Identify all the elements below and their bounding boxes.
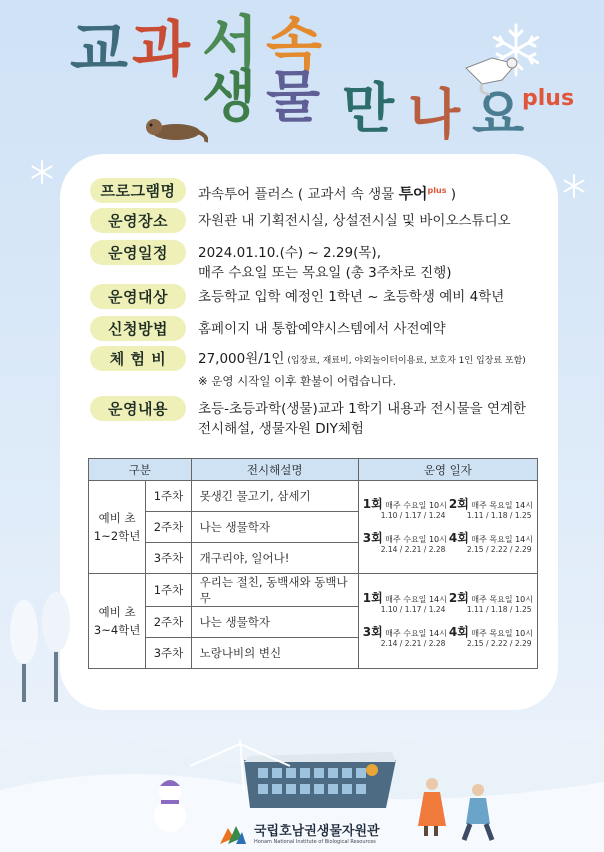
session-num: 1회 <box>362 591 383 605</box>
content-line1: 초등-초등과학(생물)교과 1학기 내용과 전시물을 연계한 <box>198 401 527 417</box>
title-char: 속 <box>266 11 321 79</box>
group-name: 예비 초 <box>98 511 136 525</box>
session-dates: 2.14 / 2.21 / 2.28 <box>380 639 446 648</box>
session-dates: 2.14 / 2.21 / 2.28 <box>380 545 446 554</box>
session-desc: 매주 수요일 10시 <box>385 501 447 510</box>
title-char: 요 <box>472 83 523 146</box>
session-num: 3회 <box>362 625 383 639</box>
snowflake-icon <box>562 174 586 198</box>
period-line1: 2024.01.10.(수) ~ 2.29(목), <box>198 245 381 261</box>
session-item <box>363 533 447 555</box>
session-dates: 1.10 / 1.17 / 1.24 <box>380 605 446 614</box>
info-value <box>198 396 526 439</box>
session-num: 4회 <box>448 625 469 639</box>
label-pill: 운영대상 <box>90 284 186 309</box>
program-name: 과속투어 플러스 ( 교과서 속 생물 <box>198 186 399 203</box>
poster-title <box>70 9 590 146</box>
title-char: 나 <box>408 83 459 146</box>
title-plus: plus <box>522 86 575 111</box>
org-name: 국립호남권생물자원관 <box>254 824 380 839</box>
info-row-period <box>90 240 452 283</box>
program-info-card <box>60 154 558 710</box>
session-desc: 매주 수요일 10시 <box>385 535 447 544</box>
session-item <box>449 593 533 615</box>
session-num: 2회 <box>448 497 469 511</box>
program-plus: plus <box>427 186 447 195</box>
week-cell: 2주차 <box>146 512 191 543</box>
title-char: 서 <box>202 9 257 77</box>
program-name-bold: 투어 <box>398 184 428 203</box>
flying-squirrel-icon <box>462 54 520 96</box>
org-logo <box>218 824 380 846</box>
label-pill: 프로그램명 <box>90 178 186 203</box>
session-num: 4회 <box>448 531 469 545</box>
info-row-apply <box>90 316 446 341</box>
session-item <box>363 499 447 521</box>
info-value: 자원관 내 기획전시실, 상설전시실 및 바이오스튜디오 <box>198 213 511 229</box>
session-item <box>363 593 447 615</box>
title-cell: 개구리야, 일어나! <box>191 543 358 574</box>
title-cell: 나는 생물학자 <box>191 512 358 543</box>
title-char: 생 <box>202 65 255 130</box>
refund-note: ※ 운영 시작일 이후 환불이 어렵습니다. <box>198 374 397 388</box>
title-char: 만 <box>342 77 393 140</box>
info-value <box>198 178 456 205</box>
schedule-cell <box>358 481 537 574</box>
org-emblem-icon <box>218 824 248 846</box>
info-value: 홈페이지 내 통합예약시스템에서 사전예약 <box>198 321 446 337</box>
table-row <box>89 481 538 512</box>
schedule-cell <box>358 574 537 669</box>
info-row-target <box>90 284 504 309</box>
col-header-category: 구분 <box>89 459 192 481</box>
session-dates: 1.10 / 1.17 / 1.24 <box>380 511 446 520</box>
info-row-fee <box>90 346 526 391</box>
week-cell: 2주차 <box>146 607 191 638</box>
otter-icon <box>142 114 208 144</box>
fee-amount: 27,000원/1인 <box>198 351 285 367</box>
label-pill: 신청방법 <box>90 316 186 341</box>
snowflake-icon <box>30 160 54 184</box>
session-desc: 매주 수요일 14시 <box>385 595 447 604</box>
group-grade: 3~4학년 <box>93 623 141 637</box>
session-desc: 매주 목요일 14시 <box>471 535 533 544</box>
week-cell: 1주차 <box>146 481 191 512</box>
title-char: 교 <box>70 15 126 85</box>
info-value <box>198 240 452 283</box>
session-num: 1회 <box>362 497 383 511</box>
session-item <box>449 499 533 521</box>
session-desc: 매주 수요일 14시 <box>385 629 447 638</box>
program-close: ) <box>446 186 457 203</box>
content-line2: 전시해설, 생물자원 DIY체험 <box>198 421 364 437</box>
org-name-en: Honam National Institute of Biological Resources <box>254 839 376 845</box>
col-header-schedule: 운영 일자 <box>358 459 537 481</box>
week-cell: 1주차 <box>146 574 191 607</box>
session-dates: 2.15 / 2.22 / 2.29 <box>466 545 532 554</box>
session-item <box>449 627 533 649</box>
session-desc: 매주 목요일 10시 <box>471 595 533 604</box>
fee-detail: (입장료, 재료비, 야외놀이터이용료, 보호자 1인 입장료 포함) <box>284 356 526 366</box>
week-cell: 3주차 <box>146 543 191 574</box>
title-char: 과 <box>132 15 188 85</box>
session-desc: 매주 목요일 10시 <box>471 629 533 638</box>
label-pill: 운영장소 <box>90 208 186 233</box>
title-cell: 우리는 절친, 동백새와 동백나무 <box>191 574 358 607</box>
title-cell: 못생긴 물고기, 삼세기 <box>191 481 358 512</box>
session-num: 3회 <box>362 531 383 545</box>
group-cell <box>89 481 146 574</box>
period-line2: 매주 수요일 또는 목요일 (총 3주차로 진행) <box>198 265 452 281</box>
title-cell: 노랑나비의 변신 <box>191 638 358 669</box>
info-row-place <box>90 208 511 233</box>
snowy-tree-icon <box>4 592 74 702</box>
group-grade: 1~2학년 <box>93 529 141 543</box>
group-cell <box>89 574 146 669</box>
title-cell: 나는 생물학자 <box>191 607 358 638</box>
schedule-table <box>88 458 538 669</box>
label-pill: 체 험 비 <box>90 346 186 371</box>
label-pill: 운영일정 <box>90 240 186 265</box>
title-char: 물 <box>266 65 319 130</box>
info-row-content <box>90 396 526 439</box>
session-dates: 1.11 / 1.18 / 1.25 <box>466 511 532 520</box>
session-num: 2회 <box>448 591 469 605</box>
col-header-title: 전시해설명 <box>191 459 358 481</box>
table-header-row <box>89 459 538 481</box>
table-row <box>89 574 538 607</box>
info-value: 초등학교 입학 예정인 1학년 ~ 초등학생 예비 4학년 <box>198 289 505 305</box>
week-cell: 3주차 <box>146 638 191 669</box>
label-pill: 운영내용 <box>90 396 186 421</box>
session-desc: 매주 목요일 14시 <box>471 501 533 510</box>
group-name: 예비 초 <box>98 605 136 619</box>
session-item <box>449 533 533 555</box>
session-dates: 2.15 / 2.22 / 2.29 <box>466 639 532 648</box>
session-item <box>363 627 447 649</box>
session-dates: 1.11 / 1.18 / 1.25 <box>466 605 532 614</box>
info-row-program <box>90 178 456 205</box>
info-value <box>198 346 526 391</box>
